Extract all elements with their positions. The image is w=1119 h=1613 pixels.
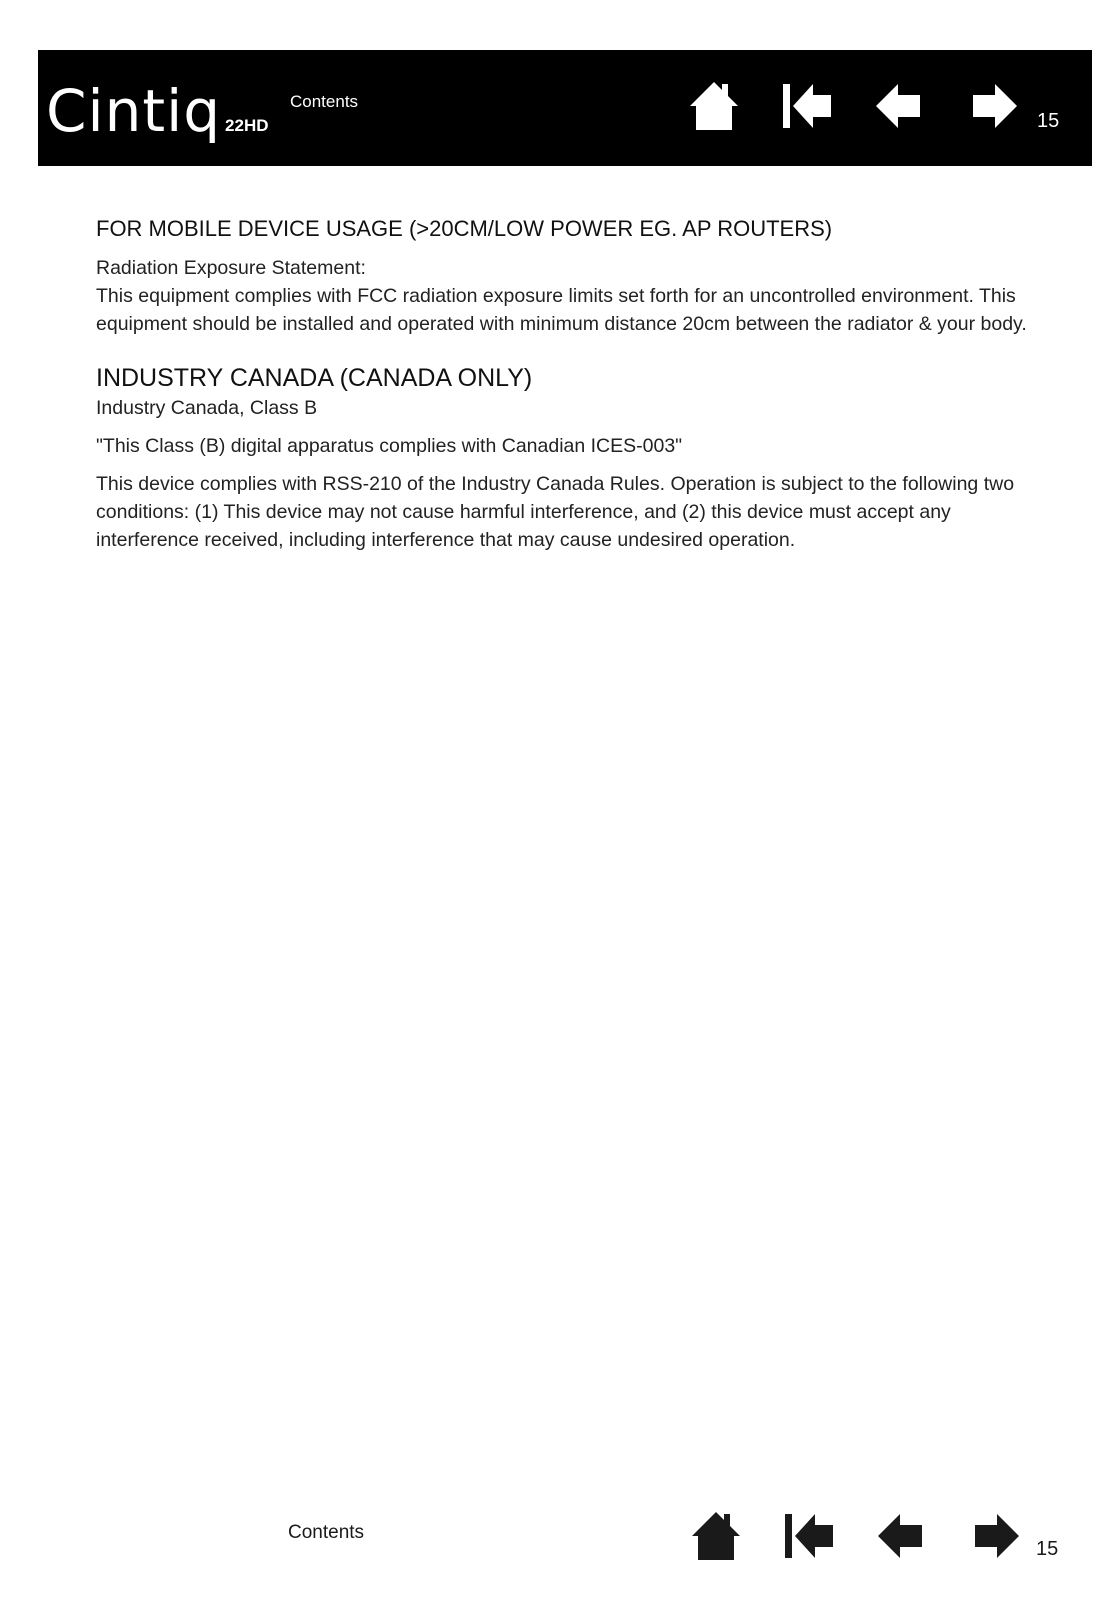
previous-page-icon[interactable] (874, 80, 926, 132)
first-page-icon[interactable] (783, 1510, 835, 1562)
footer-contents-link[interactable]: Contents (288, 1522, 365, 1543)
logo-wordmark: Cintiq (46, 77, 222, 145)
page-header (38, 50, 1092, 166)
next-page-icon[interactable] (969, 1510, 1021, 1562)
radiation-subheading: Radiation Exposure Statement: (96, 257, 366, 279)
home-icon[interactable] (688, 80, 740, 132)
previous-page-icon[interactable] (876, 1510, 928, 1562)
next-page-icon[interactable] (967, 80, 1019, 132)
footer-page-number: 15 (1036, 1538, 1059, 1560)
canada-quote: "This Class (B) digital apparatus complies with Canadian ICES-003" (96, 435, 683, 457)
header-nav (688, 80, 1019, 132)
home-icon[interactable] (690, 1510, 742, 1562)
header-contents-link[interactable]: Contents (290, 92, 359, 111)
first-page-icon[interactable] (781, 80, 833, 132)
footer-nav (690, 1510, 1021, 1562)
logo-model: 22HD (225, 116, 269, 135)
canada-class-line: Industry Canada, Class B (96, 397, 318, 419)
section-heading-canada: INDUSTRY CANADA (CANADA ONLY) (96, 364, 533, 392)
section-heading-mobile: FOR MOBILE DEVICE USAGE (>20CM/LOW POWER EG. AP ROUTERS) (96, 216, 833, 241)
header-page-number: 15 (1037, 110, 1060, 132)
canada-body: This device complies with RSS-210 of the Industry Canada Rules. Operation is subject to the following two conditions: (1) This device may not cause harmful interference, and (2) this device must accept any interference received, including interference that may cause undesired operation. (96, 473, 1015, 551)
radiation-body: This equipment complies with FCC radiation exposure limits set forth for an uncontrolled environment. This equipment should be installed and operated with minimum distance 20cm between the radiator & your body. (96, 285, 1027, 335)
page-content (96, 214, 1056, 554)
cintiq-logo (46, 72, 269, 145)
